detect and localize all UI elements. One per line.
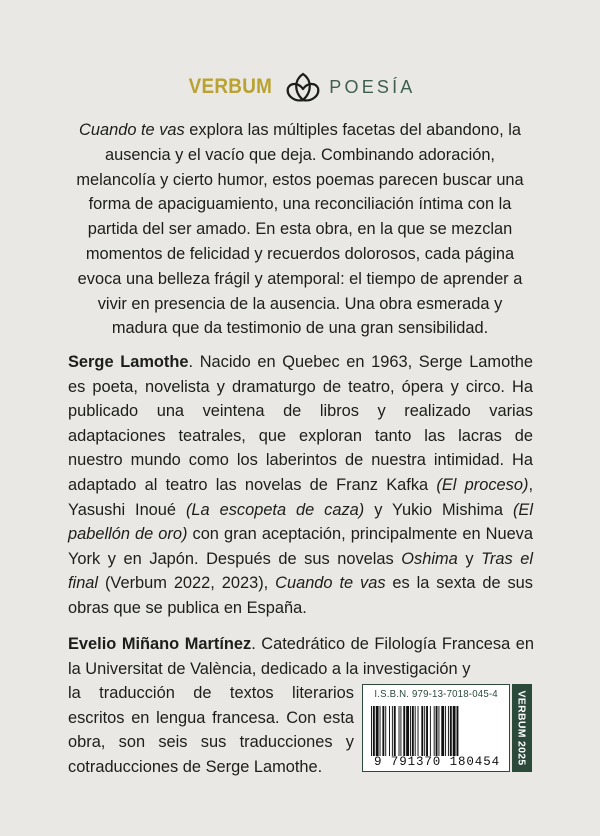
author-name: Serge Lamothe — [68, 353, 189, 371]
barcode-bar — [453, 706, 456, 756]
barcode-bar — [382, 706, 384, 756]
book-blurb — [68, 118, 532, 341]
translator-name: Evelio Miñano Martínez — [68, 635, 252, 653]
barcode-bar — [424, 706, 425, 756]
barcode-bar — [445, 706, 446, 756]
publisher-name: VERBUM — [189, 75, 273, 98]
barcode-bar — [430, 706, 431, 756]
barcode-bars — [369, 706, 505, 756]
barcode-bar — [415, 706, 416, 756]
work-title: (El proceso) — [436, 475, 529, 494]
work-title: Cuando te vas — [275, 574, 386, 593]
isbn-number: I.S.B.N. 979-13-7018-045-4 — [374, 688, 498, 700]
edition-stamp-label: VERBUM 2025 — [516, 690, 529, 766]
barcode-bar — [448, 706, 449, 756]
barcode-bar — [406, 706, 409, 756]
blurb-book-title: Cuando te vas — [79, 121, 185, 139]
author-bio-text: con gran aceptación, principalmente en Nueva York y en Japón. Después de sus novelas — [68, 525, 533, 568]
triquetra-icon — [283, 70, 323, 104]
barcode-bar — [434, 706, 435, 756]
publisher-brand — [0, 70, 600, 104]
translator-bio — [68, 632, 534, 681]
author-bio — [68, 350, 533, 621]
barcode-bar — [373, 706, 375, 756]
barcode-bar — [392, 706, 393, 756]
barcode-bar — [394, 706, 396, 756]
barcode-bar — [376, 706, 379, 756]
author-bio-text: y Yukio Mishima — [364, 500, 513, 519]
barcode-bar — [457, 706, 459, 756]
isbn-label-box — [362, 684, 510, 704]
work-title: Oshima — [401, 549, 458, 568]
author-bio-text: (Verbum 2022, 2023), — [98, 574, 276, 593]
translator-bio-continued: la traducción de textos literarios escritos en lengua francesa. Con esta obra, son seis sus traducciones y cotraducciones de Serge Lamothe. — [68, 684, 354, 776]
barcode-bar — [399, 706, 400, 756]
barcode-bar — [389, 706, 390, 756]
barcode-bar — [412, 706, 414, 756]
barcode-digits: 9 791370 180454 — [373, 755, 501, 769]
work-title: Tras el final — [68, 549, 533, 593]
blurb-text: explora las múltiples facetas del abandono, la ausencia y el vacío que deja. Combinando adoración, melancolía y cierto humor, estos poemas parecen buscar una forma de apaciguamiento, una reconciliación íntima con la partida del ser amado. En esta obra, en la que se mezclan momentos de felicidad y recuerdos dolorosos, cada página evoca una belleza frágil y atemporal: el tiempo de aprender a vivir en presencia de la ausencia. Una obra esmerada y madura que da testimonio de una gran sensibilidad. — [76, 121, 524, 338]
author-bio-text: . Nacido en Quebec en 1963, Serge Lamothe es poeta, novelista y dramaturgo de teatro, ópera y circo. Ha publicado una veintena de libros y realizado varias adaptaciones teatrales, que exploran tanto las lacras de nuestro mundo como los laberintos de nuestra intimidad. Ha adaptado al teatro las novelas de Franz Kafka — [68, 353, 533, 494]
barcode-bar — [441, 706, 444, 756]
barcode-bar — [400, 706, 401, 756]
author-bio-text: , Yasushi Inoué — [68, 475, 533, 519]
barcode-block — [362, 684, 536, 772]
barcode-bar — [450, 706, 452, 756]
barcode-bar — [426, 706, 428, 756]
barcode-bar — [403, 706, 405, 756]
barcode-bar — [421, 706, 423, 756]
translator-bio-text: . Catedrático de Filología Francesa en la Universitat de València, dedicado a la investigación y — [68, 635, 534, 678]
work-title: (El pabellón de oro) — [68, 500, 534, 544]
barcode-box — [362, 703, 510, 772]
barcode-bar — [418, 706, 419, 756]
author-bio-text: y — [457, 549, 482, 568]
barcode-bar — [436, 706, 438, 756]
barcode-bar — [385, 706, 386, 756]
edition-stamp — [512, 684, 532, 772]
barcode-bar — [371, 706, 372, 756]
barcode-bar — [410, 706, 411, 756]
barcode-bar — [380, 706, 381, 756]
author-bio-text: es la sexta de sus obras que se publica en España. — [68, 574, 533, 617]
barcode-bar — [438, 706, 439, 756]
collection-name: POESÍA — [329, 76, 416, 97]
work-title: (La escopeta de caza) — [185, 500, 365, 519]
